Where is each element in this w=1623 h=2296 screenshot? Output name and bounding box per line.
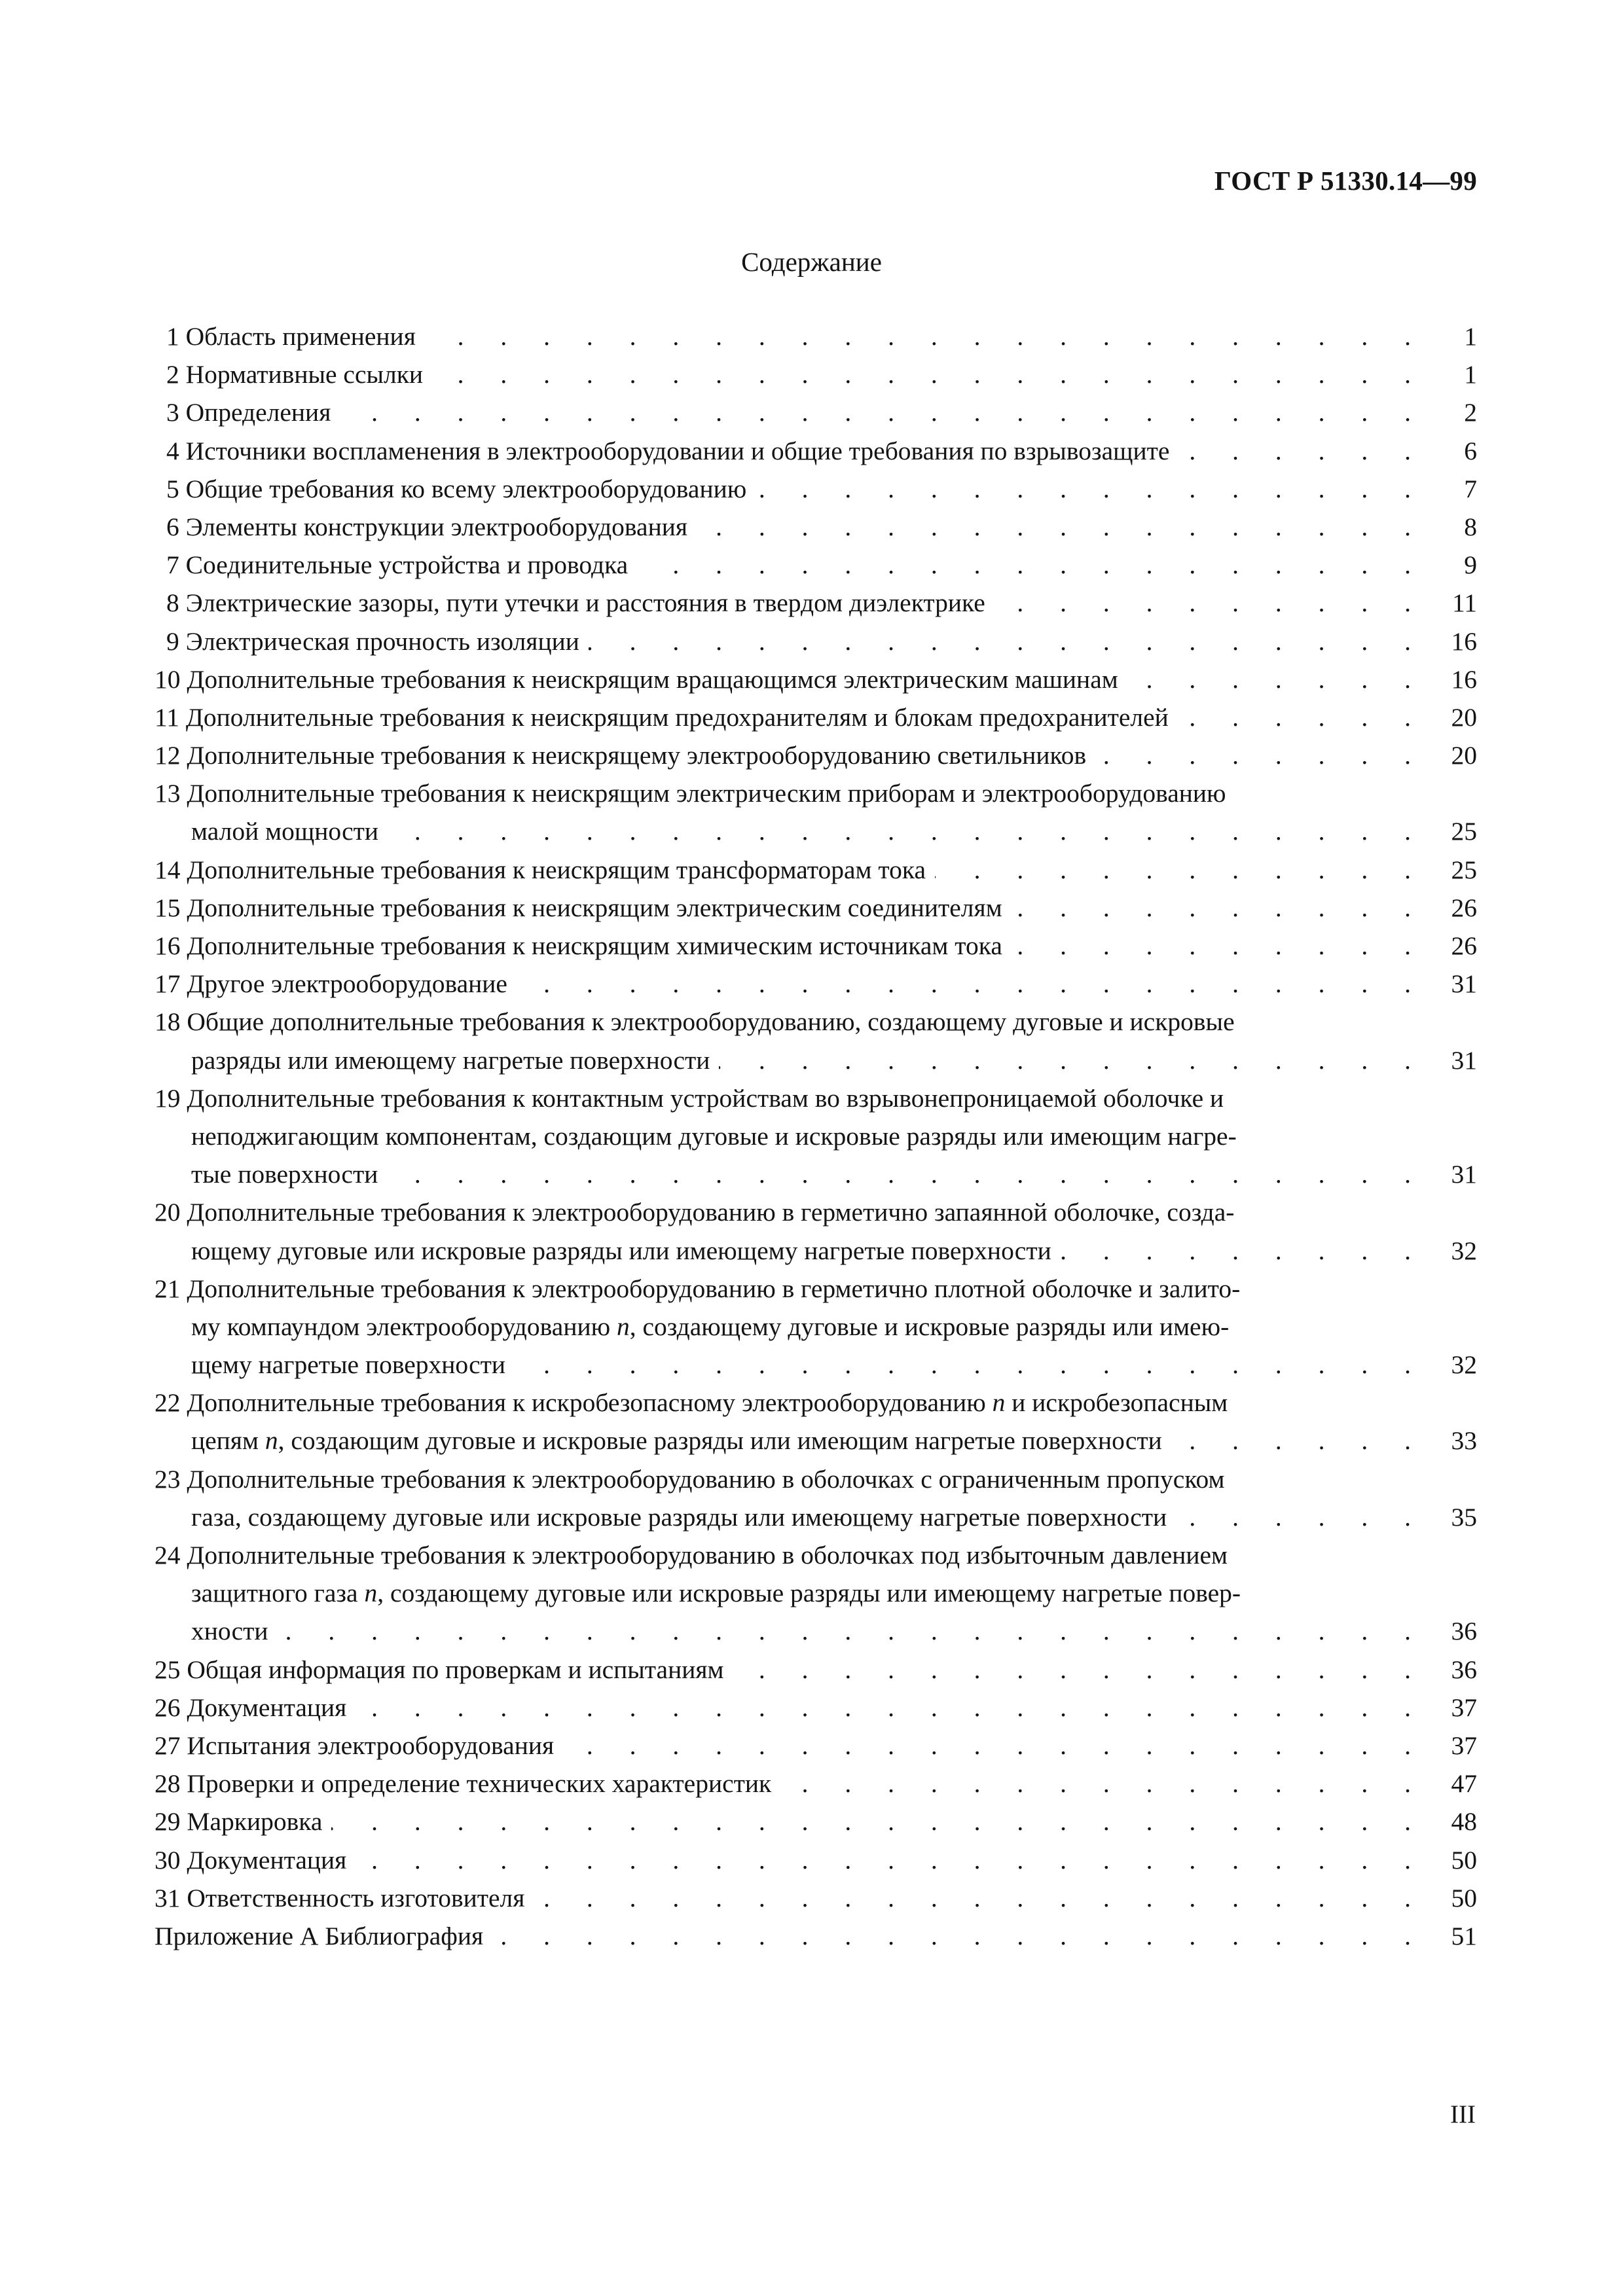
toc-entry-title: 23 Дополнительные требования к электрооборудованию в оболочках с ограниченным пропуском <box>155 1464 1225 1494</box>
toc-entry-title: 22 Дополнительные требования к искробезопасному электрооборудованию n и искробезопасным <box>155 1388 1228 1418</box>
toc-line <box>155 812 1477 850</box>
dot-leader <box>1012 927 1426 965</box>
toc-entry[interactable] <box>155 584 1477 622</box>
dot-leader <box>756 470 1426 508</box>
toc-page-number: 16 <box>1451 664 1477 694</box>
toc-entry[interactable] <box>155 432 1477 470</box>
toc-page-number: 16 <box>1451 626 1477 656</box>
toc-line <box>155 851 1477 889</box>
toc-line <box>155 1117 1477 1155</box>
toc-page-number: 26 <box>1451 931 1477 960</box>
toc-page-number: 48 <box>1451 1807 1477 1837</box>
toc-entry[interactable] <box>155 1003 1477 1079</box>
toc-line <box>155 393 1477 431</box>
toc-line <box>155 508 1477 546</box>
toc-entry[interactable] <box>155 660 1477 698</box>
toc-line <box>155 1917 1477 1955</box>
dot-leader <box>356 1689 1426 1727</box>
toc-line <box>155 1079 1477 1117</box>
dot-leader <box>331 1803 1426 1840</box>
toc-line <box>155 470 1477 508</box>
toc-entry[interactable] <box>155 1460 1477 1536</box>
toc-entry[interactable] <box>155 889 1477 927</box>
toc-entry-title: 6 Элементы конструкции электрооборудования <box>166 512 688 541</box>
toc-page-number: 35 <box>1451 1502 1477 1532</box>
toc-entry[interactable] <box>155 1689 1477 1727</box>
toc-entry-title: 1 Область применения <box>166 322 416 351</box>
toc-entry-title: щему нагретые поверхности <box>191 1350 506 1380</box>
toc-entry-title: разряды или имеющему нагретые поверхности <box>191 1045 710 1075</box>
dot-leader <box>425 317 1426 355</box>
toc-page-number: 32 <box>1451 1236 1477 1265</box>
toc-entry-title: 29 Маркировка <box>155 1807 323 1837</box>
toc-line <box>155 1003 1477 1041</box>
toc-line <box>155 1232 1477 1270</box>
toc-line <box>155 965 1477 1003</box>
dot-leader <box>780 1765 1426 1803</box>
dot-leader <box>935 851 1426 889</box>
dot-leader <box>340 393 1426 431</box>
toc-entry-title: 5 Общие требования ко всему электрооборудованию <box>166 474 747 503</box>
toc-line <box>155 1574 1477 1612</box>
toc-line <box>155 1803 1477 1840</box>
toc-page-number: 6 <box>1464 436 1477 465</box>
toc-entry-title: 11 Дополнительные требования к неискрящим предохранителям и блокам предохранителей <box>155 702 1169 732</box>
toc-entry-title: 15 Дополнительные требования к неискрящим электрическим соединителям <box>155 893 1002 922</box>
dot-leader <box>733 1651 1426 1689</box>
dot-leader <box>388 812 1426 850</box>
toc-page-number: 36 <box>1451 1617 1477 1646</box>
toc-entry-title: 28 Проверки и определение технических характеристик <box>155 1769 772 1799</box>
toc-entry-title: 7 Соединительные устройства и проводка <box>166 550 629 580</box>
toc-page-number: 1 <box>1464 360 1477 389</box>
standard-number: ГОСТ Р 51330.14—99 <box>1214 166 1477 196</box>
toc-entry-title: 3 Определения <box>166 398 331 427</box>
table-of-contents <box>155 317 1477 1955</box>
toc-line <box>155 1384 1477 1422</box>
toc-entry-title: 14 Дополнительные требования к неискрящим трансформаторам тока <box>155 855 926 884</box>
toc-page-number: 31 <box>1451 1045 1477 1075</box>
toc-line <box>155 1498 1477 1536</box>
toc-line <box>155 1155 1477 1193</box>
toc-line <box>155 1460 1477 1498</box>
toc-page-number: 25 <box>1451 817 1477 846</box>
dot-leader <box>589 622 1426 660</box>
toc-entry[interactable] <box>155 1079 1477 1194</box>
toc-page-number: 51 <box>1451 1921 1477 1950</box>
dot-leader <box>563 1727 1426 1765</box>
toc-entry-title: 17 Другое электрооборудование <box>155 969 507 999</box>
toc-entry[interactable] <box>155 736 1477 774</box>
toc-line <box>155 736 1477 774</box>
toc-line <box>155 1193 1477 1231</box>
toc-page-number: 25 <box>1451 855 1477 884</box>
toc-entry-title: 19 Дополнительные требования к контактным устройствам во взрывонепроницаемой оболочке и <box>155 1083 1224 1113</box>
toc-line <box>155 1612 1477 1650</box>
toc-entry-title: 2 Нормативные ссылки <box>166 360 424 389</box>
toc-page-number: 7 <box>1464 474 1477 503</box>
toc-entry[interactable] <box>155 1727 1477 1765</box>
toc-page-number: 50 <box>1451 1883 1477 1912</box>
dot-leader <box>1095 736 1426 774</box>
toc-line <box>155 1536 1477 1574</box>
toc-entry-title: 9 Электрическая прочность изоляции <box>166 626 579 656</box>
toc-entry[interactable] <box>155 774 1477 850</box>
dot-leader <box>637 546 1426 584</box>
toc-line <box>155 927 1477 965</box>
toc-page-number: 20 <box>1451 702 1477 732</box>
toc-line <box>155 1041 1477 1079</box>
dot-leader <box>492 1917 1426 1955</box>
toc-line <box>155 1689 1477 1727</box>
toc-line <box>155 1841 1477 1879</box>
toc-line <box>155 584 1477 622</box>
toc-entry-title: 21 Дополнительные требования к электрооборудованию в герметично плотной оболочке и залито- <box>155 1274 1241 1303</box>
toc-line <box>155 1308 1477 1346</box>
toc-entry-title: ющему дуговые или искровые разряды или имеющему нагретые поверхности <box>191 1236 1051 1265</box>
toc-entry-title: му компаундом электрооборудованию n, создающему дуговые и искровые разряды или имею- <box>191 1312 1230 1341</box>
toc-line <box>155 1727 1477 1765</box>
toc-page-number: 50 <box>1451 1845 1477 1874</box>
dot-leader <box>356 1841 1426 1879</box>
toc-page-number: 36 <box>1451 1655 1477 1684</box>
toc-page-number: 11 <box>1451 588 1477 618</box>
dot-leader <box>534 1879 1426 1917</box>
toc-page-number: 37 <box>1451 1693 1477 1722</box>
dot-leader <box>1171 1422 1426 1460</box>
toc-line <box>155 317 1477 355</box>
toc-entry[interactable] <box>155 1765 1477 1803</box>
toc-entry-title: защитного газа n, создающему дуговые или искровые разряды или имеющему нагретые повер- <box>191 1579 1241 1608</box>
toc-entry-title: 8 Электрические зазоры, пути утечки и расстояния в твердом диэлектрике <box>166 588 985 618</box>
dot-leader <box>1178 698 1426 736</box>
toc-entry[interactable] <box>155 546 1477 584</box>
toc-entry-title: тые поверхности <box>191 1160 378 1189</box>
toc-entry-title: 25 Общая информация по проверкам и испытаниям <box>155 1655 724 1684</box>
toc-entry[interactable] <box>155 927 1477 965</box>
toc-entry-title: 30 Документация <box>155 1845 347 1874</box>
toc-entry[interactable] <box>155 1879 1477 1917</box>
dot-leader <box>517 965 1426 1003</box>
toc-entry-title: 20 Дополнительные требования к электрооборудованию в герметично запаянной оболочке, созда- <box>155 1198 1235 1227</box>
toc-entry-title: 4 Источники воспламенения в электрооборудовании и общие требования по взрывозащите <box>166 436 1170 465</box>
dot-leader <box>278 1612 1426 1650</box>
toc-entry-title: хности <box>191 1617 268 1646</box>
toc-line <box>155 355 1477 393</box>
toc-entry[interactable] <box>155 1384 1477 1460</box>
dot-leader <box>515 1346 1426 1384</box>
toc-entry-title: 27 Испытания электрооборудования <box>155 1731 555 1760</box>
toc-entry-title: газа, создающему дуговые или искровые разряды или имеющему нагретые поверхности <box>191 1502 1167 1532</box>
toc-entry[interactable] <box>155 1270 1477 1384</box>
toc-entry[interactable] <box>155 1917 1477 1955</box>
toc-line <box>155 1270 1477 1308</box>
page-folio: III <box>1450 2100 1476 2128</box>
dot-leader <box>432 355 1426 393</box>
toc-entry[interactable] <box>155 317 1477 355</box>
toc-line <box>155 1422 1477 1460</box>
toc-page-number: 26 <box>1451 893 1477 922</box>
toc-entry[interactable] <box>155 851 1477 889</box>
toc-entry[interactable] <box>155 355 1477 393</box>
toc-page-number: 9 <box>1464 550 1477 580</box>
toc-entry-title: малой мощности <box>191 817 379 846</box>
dot-leader <box>994 584 1426 622</box>
dot-leader <box>1061 1232 1426 1270</box>
toc-entry[interactable] <box>155 1651 1477 1689</box>
toc-line <box>155 1346 1477 1384</box>
toc-entry-title: 24 Дополнительные требования к электрооборудованию в оболочках под избыточным давлением <box>155 1541 1228 1570</box>
toc-page-number: 47 <box>1451 1769 1477 1799</box>
toc-entry-title: 12 Дополнительные требования к неискрящему электрооборудованию светильников <box>155 741 1087 770</box>
toc-entry[interactable] <box>155 1841 1477 1879</box>
toc-line <box>155 1879 1477 1917</box>
toc-line <box>155 889 1477 927</box>
toc-entry-title: 16 Дополнительные требования к неискрящим химическим источникам тока <box>155 931 1002 960</box>
dot-leader <box>1012 889 1426 927</box>
toc-line <box>155 1651 1477 1689</box>
dot-leader <box>1178 432 1426 470</box>
toc-title: Содержание <box>741 247 882 277</box>
dot-leader <box>719 1041 1426 1079</box>
toc-entry[interactable] <box>155 622 1477 660</box>
toc-line <box>155 432 1477 470</box>
toc-line <box>155 698 1477 736</box>
toc-line <box>155 660 1477 698</box>
toc-line <box>155 546 1477 584</box>
toc-page-number: 1 <box>1464 322 1477 351</box>
toc-line <box>155 622 1477 660</box>
toc-entry-title: неподжигающим компонентам, создающим дуговые и искровые разряды или имеющим нагре- <box>191 1121 1237 1151</box>
toc-line <box>155 1765 1477 1803</box>
dot-leader <box>1176 1498 1426 1536</box>
dot-leader <box>387 1155 1426 1193</box>
toc-page-number: 8 <box>1464 512 1477 541</box>
toc-entry-title: 31 Ответственность изготовителя <box>155 1883 525 1912</box>
toc-entry[interactable] <box>155 965 1477 1003</box>
toc-entry[interactable] <box>155 1803 1477 1840</box>
toc-entry-title: 26 Документация <box>155 1693 347 1722</box>
toc-entry[interactable] <box>155 1193 1477 1269</box>
toc-entry-title: 10 Дополнительные требования к неискрящим вращающимся электрическим машинам <box>155 664 1118 694</box>
toc-entry-title: 13 Дополнительные требования к неискрящим электрическим приборам и электрооборудованию <box>155 779 1226 808</box>
toc-entry[interactable] <box>155 698 1477 736</box>
toc-entry-title: Приложение А Библиография <box>155 1921 484 1950</box>
toc-page-number: 33 <box>1451 1426 1477 1456</box>
toc-entry[interactable] <box>155 508 1477 546</box>
toc-page-number: 37 <box>1451 1731 1477 1760</box>
toc-entry[interactable] <box>155 470 1477 508</box>
toc-page-number: 32 <box>1451 1350 1477 1380</box>
toc-entry[interactable] <box>155 1536 1477 1651</box>
toc-entry[interactable] <box>155 393 1477 431</box>
toc-page-number: 31 <box>1451 1160 1477 1189</box>
toc-line <box>155 774 1477 812</box>
toc-entry-title: цепям n, создающим дуговые и искровые разряды или имеющим нагретые поверхности <box>191 1426 1162 1456</box>
toc-page-number: 31 <box>1451 969 1477 999</box>
toc-page-number: 20 <box>1451 741 1477 770</box>
toc-page-number: 2 <box>1464 398 1477 427</box>
dot-leader <box>1127 660 1426 698</box>
dot-leader <box>697 508 1426 546</box>
toc-entry-title: 18 Общие дополнительные требования к электрооборудованию, создающему дуговые и искровые <box>155 1007 1235 1037</box>
